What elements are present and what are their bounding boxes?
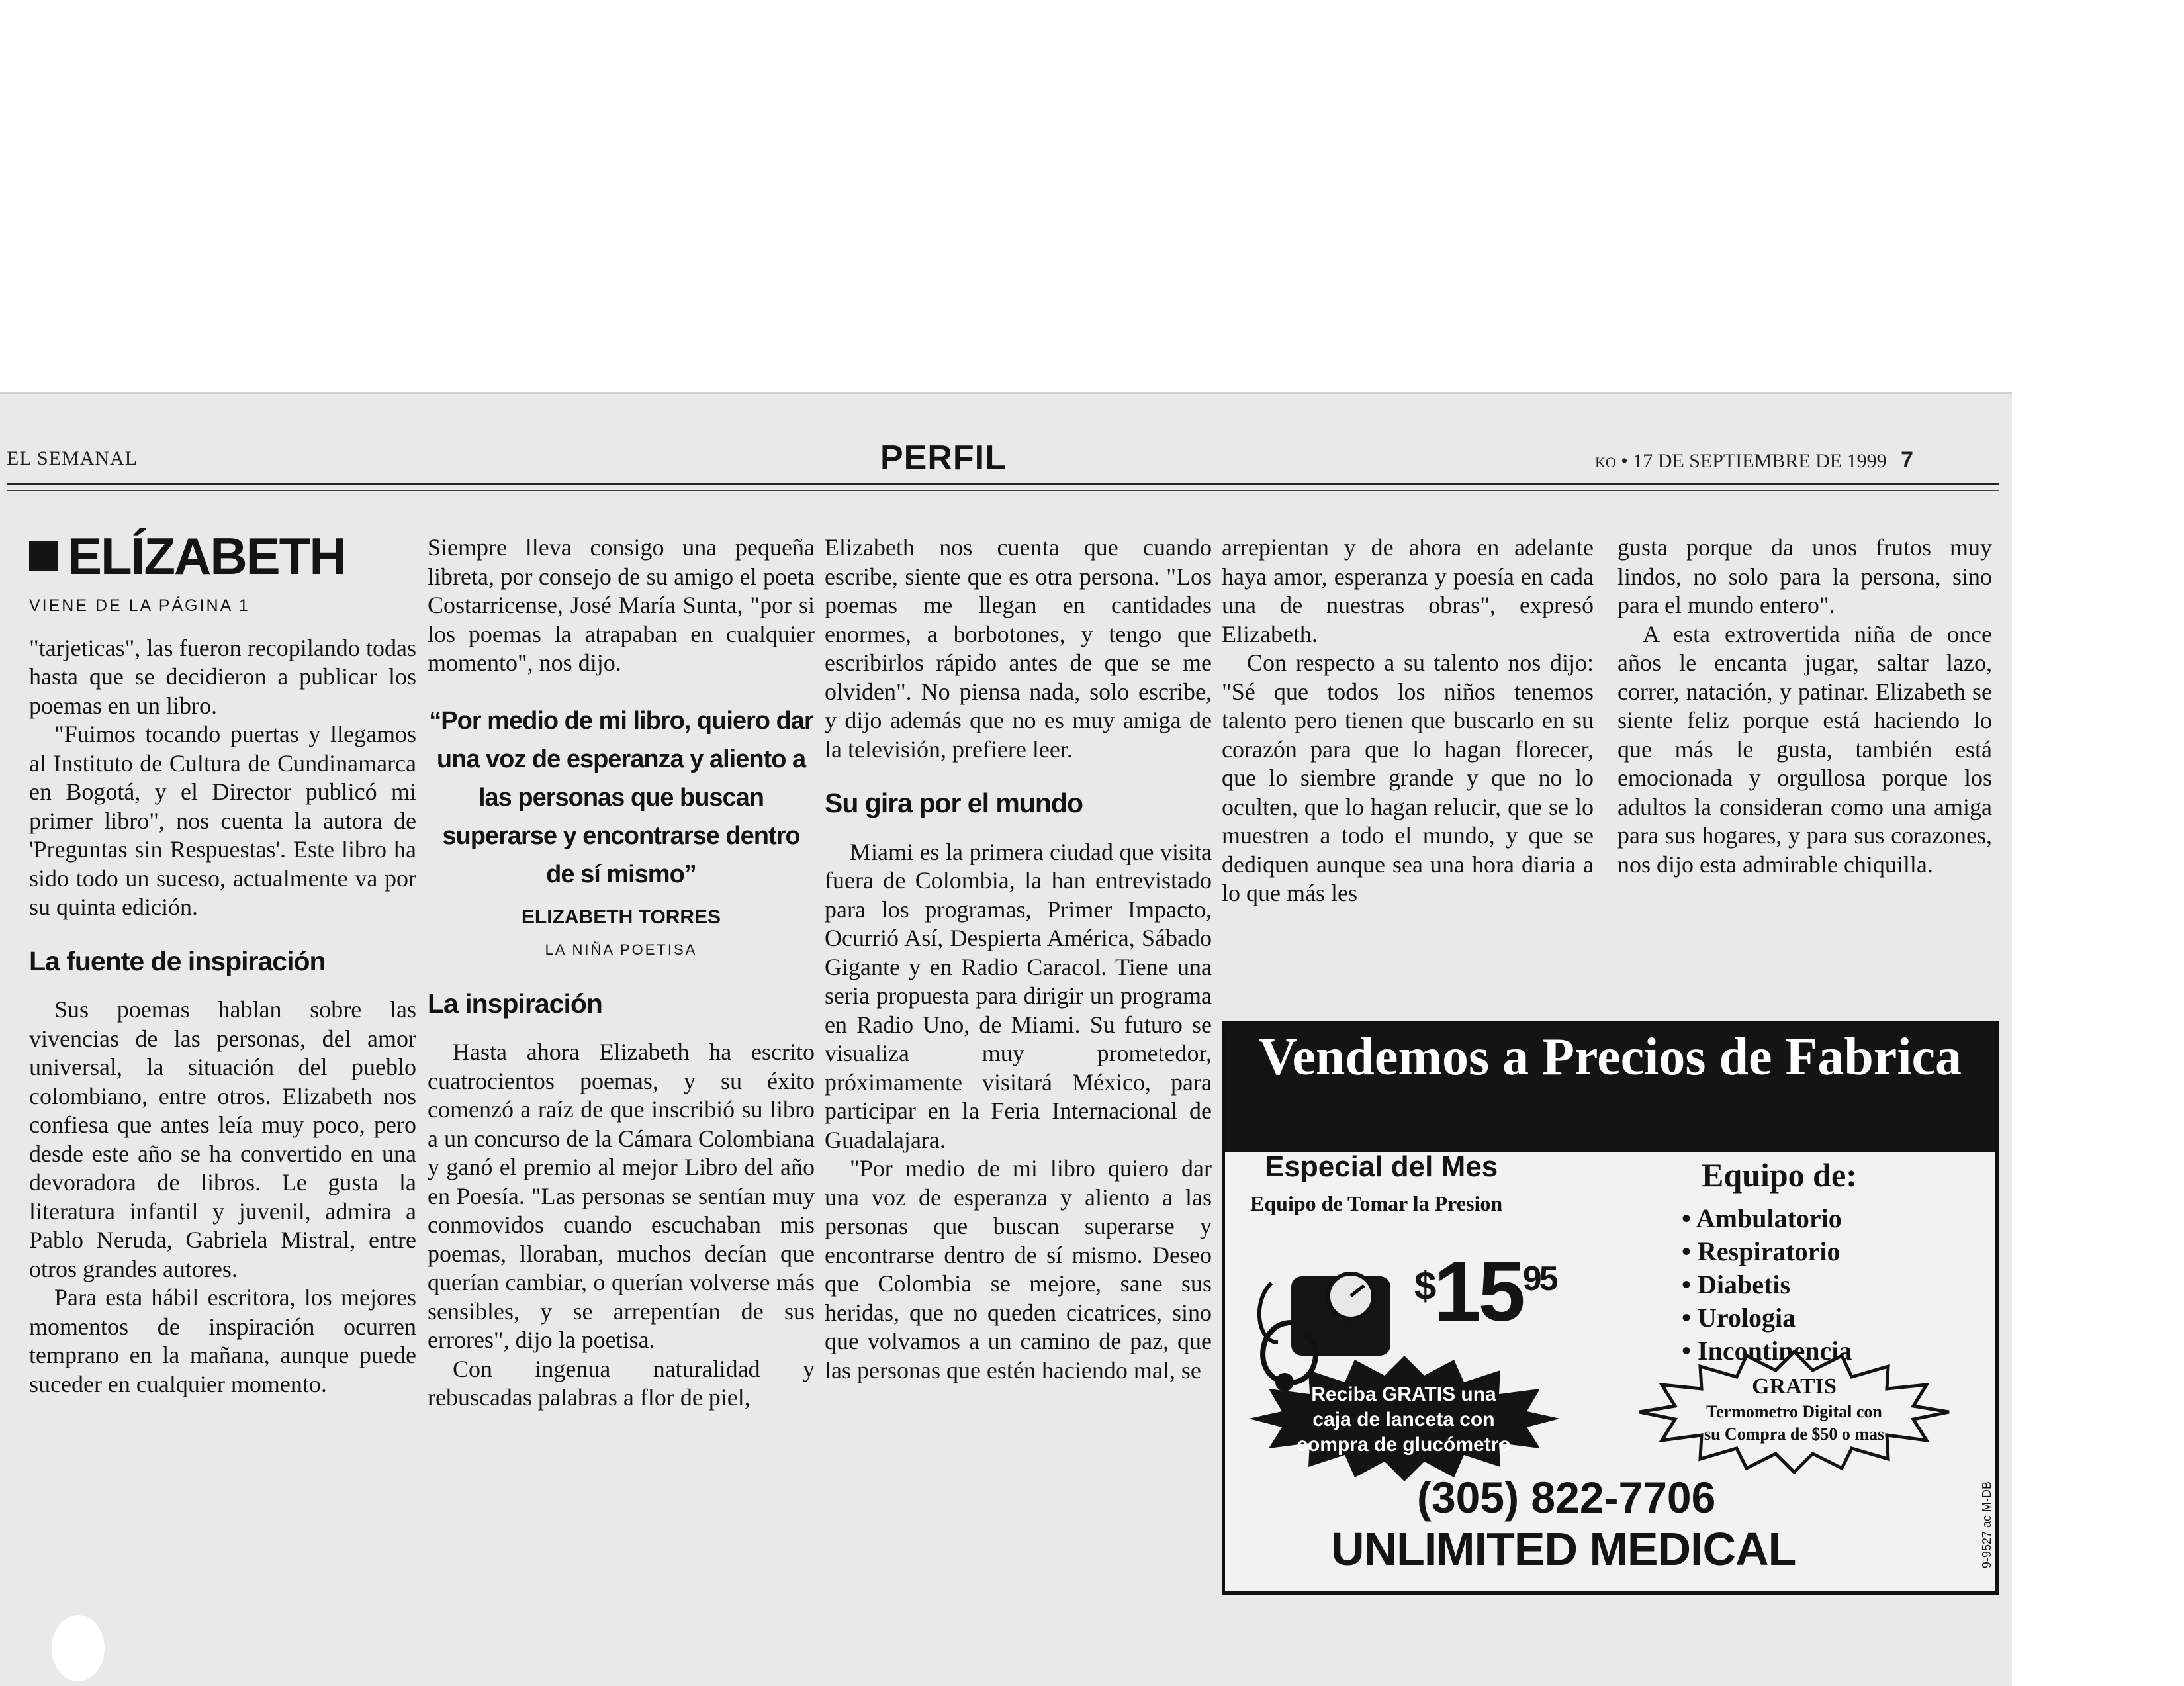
ad-burst-free-lancets: Reciba GRATIS una caja de lanceta con compra de glucómetro xyxy=(1297,1383,1511,1456)
date-prefix: KO xyxy=(1595,454,1616,471)
price-whole: 15 xyxy=(1433,1244,1523,1339)
article-column-3 xyxy=(825,534,1212,1385)
punch-hole xyxy=(52,1615,105,1681)
pull-quote-role: LA NIÑA POETISA xyxy=(545,941,698,958)
article-kicker xyxy=(29,527,416,585)
paragraph: Hasta ahora Elizabeth ha escrito cuatrocientos poemas, y su éxito comenzó a raíz de que inscribió su libro a un concurso de la Cámara Colombiana y ganó el premio al mejor Libro del año en Poesía. "Las personas se sentían muy conmovidos cuando escuchaban mis poemas, lloraban, muchos decían que querían cambiar, o querían volverse más sensibles, y se arrepentían de sus errores", dijo la poetisa. xyxy=(428,1039,815,1353)
kicker-text: ELÍZABETH xyxy=(68,527,345,585)
page-number: 7 xyxy=(1901,447,1914,473)
ad-equipment-list xyxy=(1682,1202,1852,1368)
pull-quote-author: ELIZABETH TORRES xyxy=(521,906,721,928)
paragraph: "Por medio de mi libro quiero dar una voz de esperanza y aliento a las personas que buscan superarse y encontrarse dentro de sí mismo. Deseo que Colombia se mejore, sane sus heridas, que no queden cicatrices, sino que volvamos a un camino de paz, que las personas que estén haciendo mal, se xyxy=(825,1155,1212,1383)
ad-company-name: UNLIMITED MEDICAL xyxy=(1331,1523,1796,1575)
continued-from: VIENE DE LA PÁGINA 1 xyxy=(29,596,250,615)
paragraph: A esta extrovertida niña de once años le encanta jugar, saltar lazo, correr, natación, y patinar. Elizabeth se siente feliz porque está haciendo lo que más le gusta, también está emocionada y orgullosa porque los adultos la consideran como una amiga para sus hogares, y para sus corazones, nos dijo esta admirable chiquilla. xyxy=(1617,620,1992,878)
ad-equipment-title: Equipo de: xyxy=(1702,1156,1857,1194)
paragraph: Elizabeth nos cuenta que cuando escribe, siente que es otra persona. "Los poemas me llegan en cantidades enormes, a borbotones, y tengo que escribirlos rápido antes de que se me olviden". No piensa nada, solo escribe, y dijo además que no es muy amiga de la televisión, prefiere leer. xyxy=(825,534,1212,763)
subheading: Su gira por el mundo xyxy=(825,788,1083,818)
ad-headline: Vendemos a Precios de Fabrica xyxy=(1225,1025,1995,1152)
pull-quote: “Por medio de mi libro, quiero dar una voz de esperanza y aliento a las personas que buscan superarse y encontrarse dentro de sí mismo” xyxy=(429,706,813,888)
section-name: EL SEMANAL xyxy=(7,447,138,469)
date-text: 17 DE SEPTIEMBRE DE 1999 xyxy=(1633,450,1887,472)
issue-date xyxy=(1595,447,1913,473)
list-item: • Ambulatorio xyxy=(1682,1202,1852,1235)
header-rule-thin xyxy=(7,490,1999,491)
article-column-5 xyxy=(1617,534,1992,879)
paragraph: Sus poemas hablan sobre las vivencias de las personas, del amor universal, la situación del pueblo colombiano, entre otros. Elizabeth nos confiesa que antes leía muy poco, pero desde este año se ha convertido en una devoradora de libros. Le gusta la literatura infantil y juvenil, admira a Pablo Neruda, Gabriela Mistral, entre otros grandes autores. xyxy=(29,996,416,1282)
article-column-4 xyxy=(1222,534,1594,908)
section-title: PERFIL xyxy=(880,439,1007,477)
list-item: • Urologia xyxy=(1682,1301,1852,1335)
subheading: La fuente de inspiración xyxy=(29,945,326,976)
ad-burst-free-thermometer: Termometro Digital con su Compra de $50 o mas xyxy=(1704,1402,1885,1444)
advertisement xyxy=(1222,1021,1999,1595)
paragraph: "tarjeticas", las fueron recopilando todas hasta que se decidieron a publicar los poemas en un libro. xyxy=(29,634,416,719)
paragraph: "Fuimos tocando puertas y llegamos al Instituto de Cultura de Cundinamarca en Bogotá, y el Director publicó mi primer libro", nos cuenta la autora de 'Preguntas sin Respuestas'. Este libro ha sido todo un suceso, actualmente va por su quinta edición. xyxy=(29,721,416,920)
ad-code: 9-9527 ac M-DB xyxy=(1980,1481,1993,1569)
article-column-1 xyxy=(29,527,416,1399)
paragraph: arrepientan y de ahora en adelante haya amor, esperanza y poesía en cada una de nuestras obras", expresó Elizabeth. xyxy=(1222,534,1594,647)
paragraph: Miami es la primera ciudad que visita fuera de Colombia, la han entrevistado para los programas, Primer Impacto, Ocurrió Así, Despierta América, Sábado Gigante y en Radio Caracol. Tiene una seria propuesta para dirigir un programa en Radio Uno, de Miami. Su futuro se visualiza muy prometedor, próximamente visitará México, para participar en la Feria Internacional de Guadalajara. xyxy=(825,838,1212,1153)
list-item: • Respiratorio xyxy=(1682,1235,1852,1268)
ad-phone-number: (305) 822-7706 xyxy=(1417,1473,1716,1522)
paragraph: Con ingenua naturalidad y rebuscadas palabras a flor de piel, xyxy=(428,1355,815,1411)
list-item: • Incontinencia xyxy=(1682,1335,1852,1368)
square-bullet-icon xyxy=(29,541,58,571)
subheading: La inspiración xyxy=(428,988,602,1019)
price-currency: $ xyxy=(1414,1264,1434,1308)
header-rule xyxy=(7,483,1999,485)
date-separator: • xyxy=(1621,450,1633,472)
paragraph: gusta porque da unos frutos muy lindos, no solo para la persona, sino para el mundo entero". xyxy=(1617,534,1992,618)
paragraph: Para esta hábil escritora, los mejores momentos de inspiración ocurren temprano en la mañana, aunque puede suceder en cualquier momento. xyxy=(29,1284,416,1397)
ad-special-title: Especial del Mes xyxy=(1265,1150,1498,1183)
article-column-2 xyxy=(428,534,815,1413)
ad-price xyxy=(1414,1243,1556,1340)
ad-burst-free-title: GRATIS xyxy=(1752,1374,1837,1399)
price-cents: 95 xyxy=(1522,1260,1556,1298)
list-item: • Diabetis xyxy=(1682,1268,1852,1301)
paragraph: Con respecto a su talento nos dijo: "Sé que todos los niños tenemos talento pero tienen que buscarlo en su corazón para que lo hagan florecer, que lo siembre grande y que no lo oculten, que lo hagan relucir, que se lo muestren a todo el mundo, y que se dediquen aunque sea una hora diaria a lo que más les xyxy=(1222,649,1594,906)
ad-special-item: Equipo de Tomar la Presion xyxy=(1250,1192,1503,1215)
paragraph: Siempre lleva consigo una pequeña libreta, por consejo de su amigo el poeta Costarricense, José María Sunta, "por si los poemas la atrapaban en cualquier momento", nos dijo. xyxy=(428,534,815,676)
